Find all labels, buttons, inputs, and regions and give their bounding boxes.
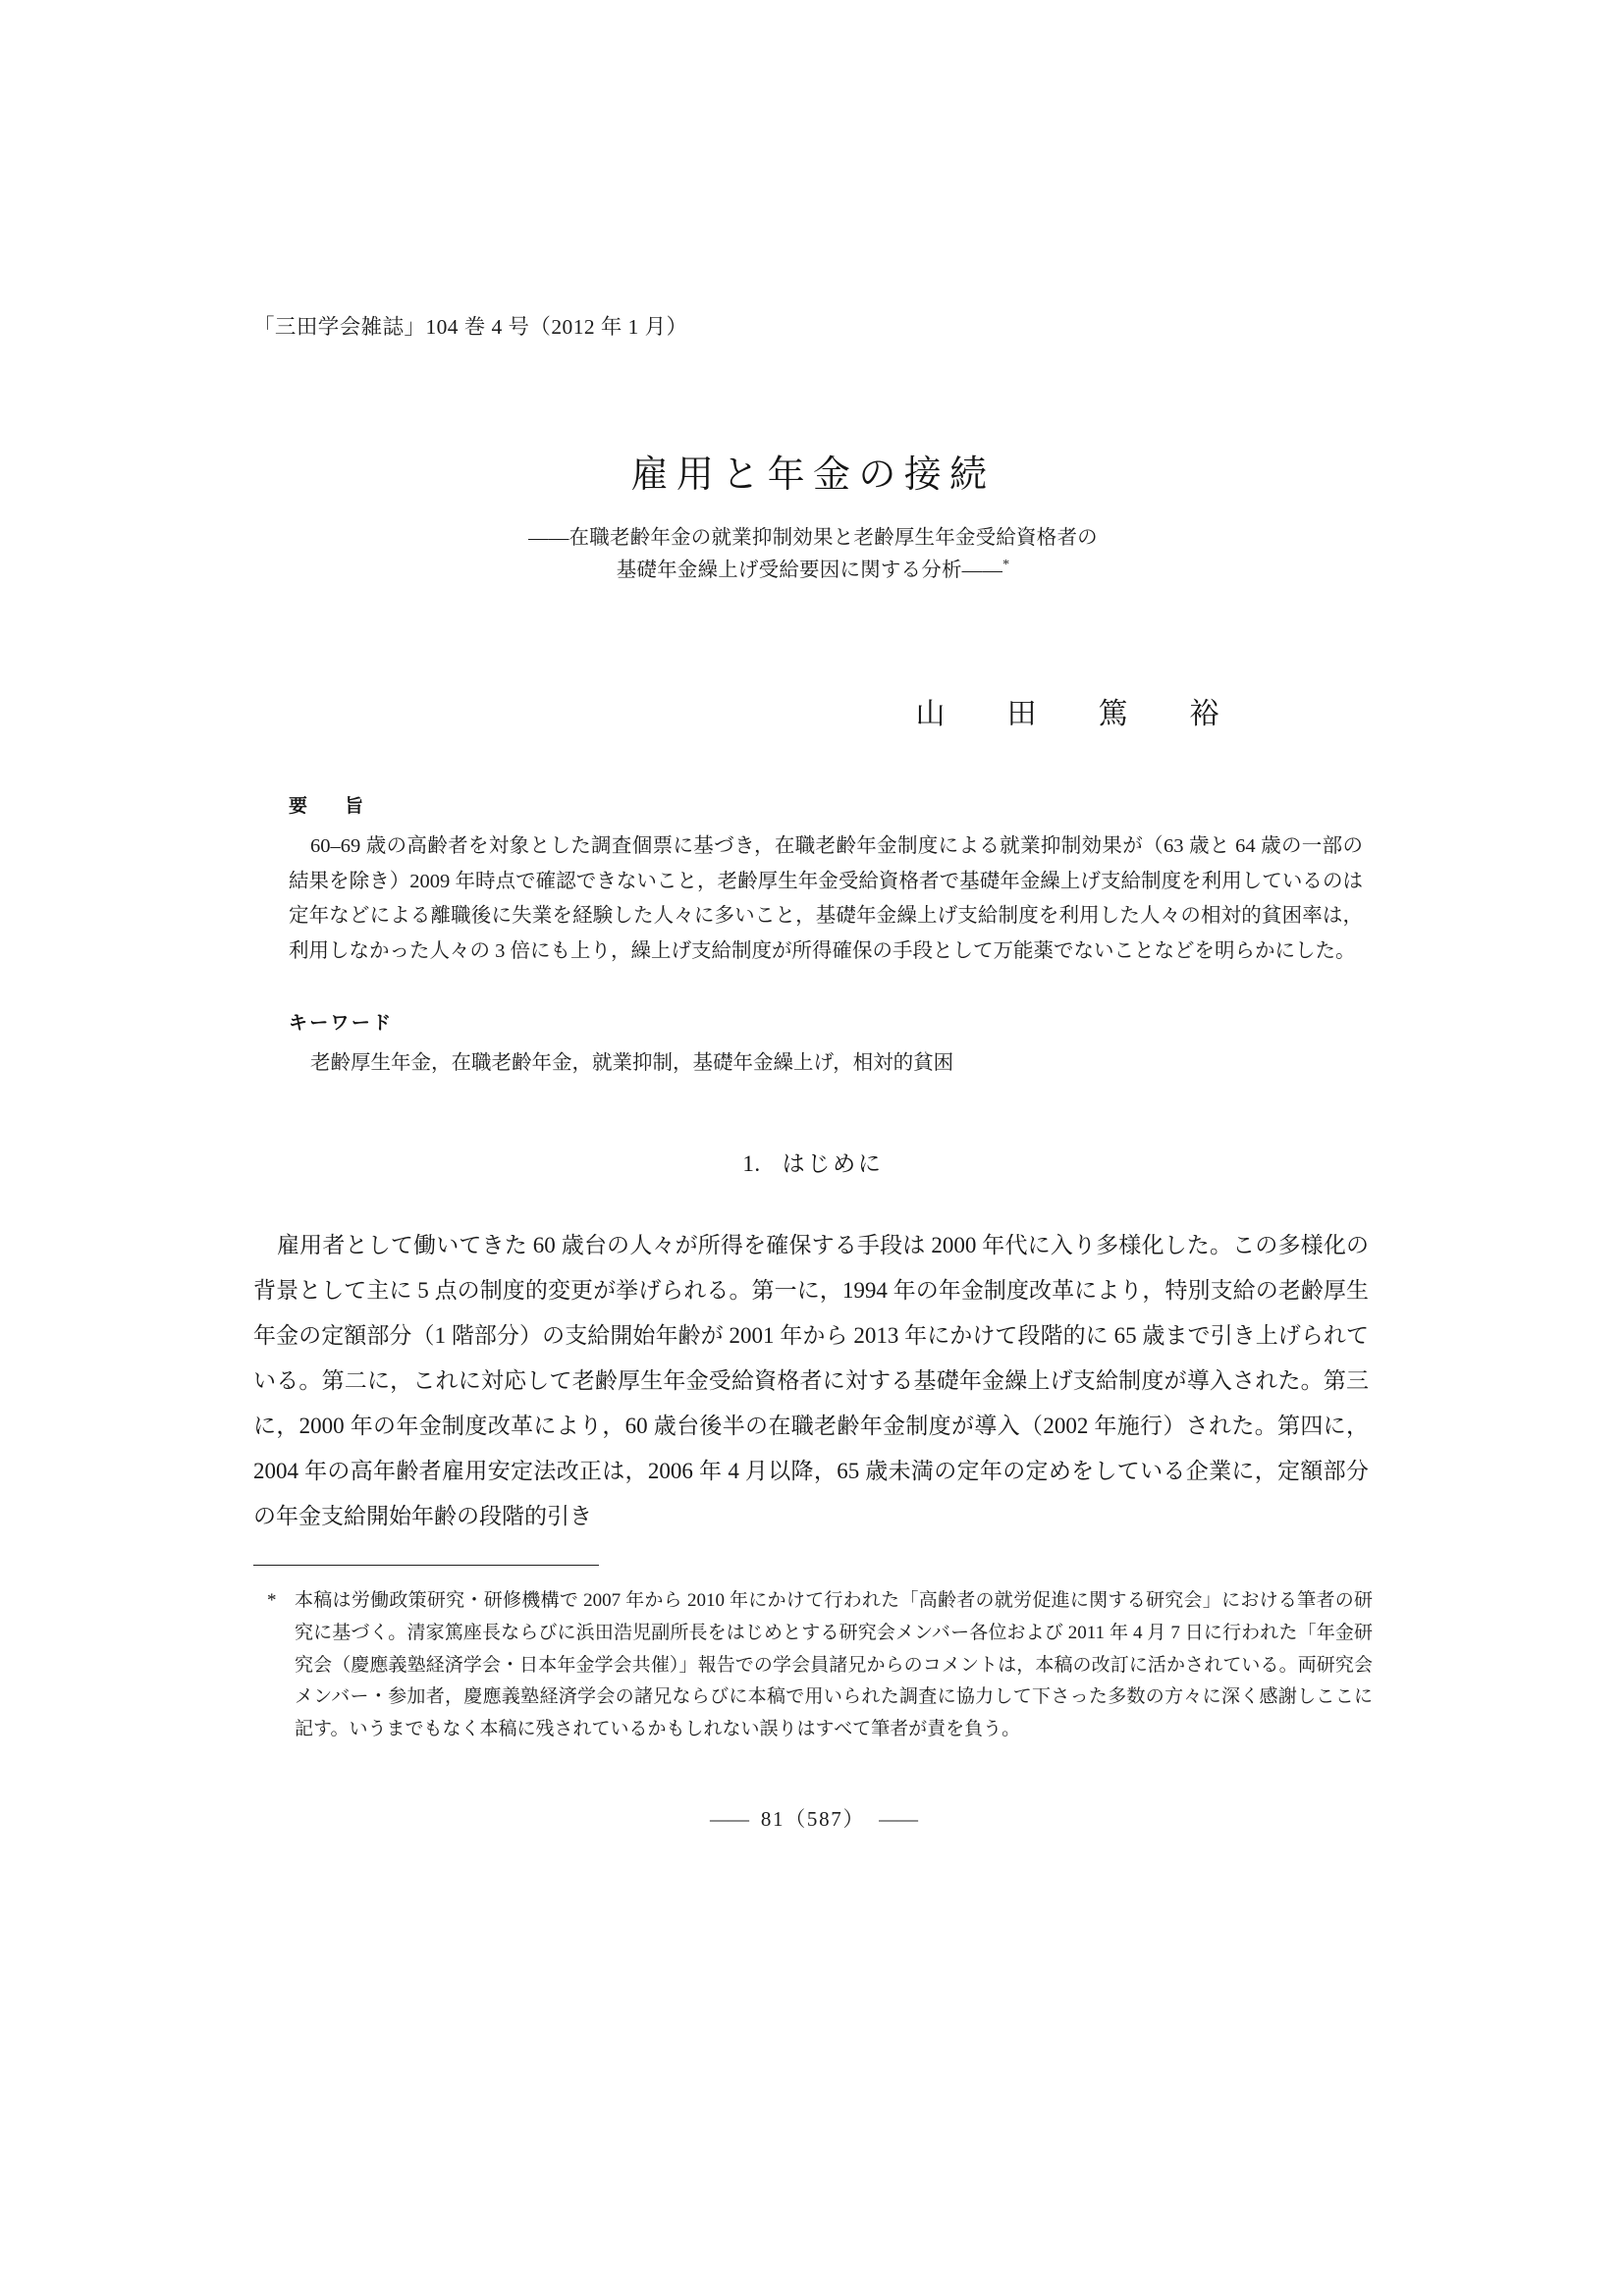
paper-subtitle-line-2: 基礎年金繰上げ受給要因に関する分析—— <box>616 560 1003 582</box>
subtitle-footnote-mark: * <box>1002 558 1010 573</box>
footnote-marker: * <box>267 1590 277 1612</box>
keywords-label: キーワード <box>289 1013 394 1035</box>
keywords-body: 老齢厚生年金，在職老齢年金，就業抑制，基礎年金繰上げ，相対的貧困 <box>310 1052 954 1075</box>
section-number: 1. <box>742 1151 761 1177</box>
author-name: 山 田 篤 裕 <box>915 697 1235 730</box>
footer-dash-right: —— <box>879 1806 916 1831</box>
body-paragraph-1: 雇用者として働いてきた 60 歳台の人々が所得を確保する手段は 2000 年代に入り多様化した。この多様化の背景として主に 5 点の制度的変更が挙げられる。第一に，1994 年の年金制度改革により，特別支給の老齢厚生年金の定額部分（1 階部分）の支給開始年齢が 2001 年から 2013 年にかけて段階的に 65 歳まで引き上げられている。第二に，これに対応して老齢厚生年金受給資格者に対する基礎年金繰上げ支給制度が導入された。第三に，2000 年の年金制度改革により，60 歳台後半の在職老齢年金制度が導入（2002 年施行）された。第四に，2004 年の高年齢者雇用安定法改正は，2006 年 4 月以降，65 歳未満の定年の定めをしている企業に，定額部分の年金支給開始年齢の段階的引き <box>253 1233 1370 1529</box>
paper-subtitle-line-1: ——在職老齢年金の就業抑制効果と老齢厚生年金受給資格者の <box>528 527 1098 550</box>
page-number-label: 81（587） <box>760 1806 866 1831</box>
footer-dash-left: —— <box>710 1806 747 1831</box>
journal-issue-header: 「三田学会雑誌」104 巻 4 号（2012 年 1 月） <box>253 315 688 339</box>
footnote-divider <box>253 1565 599 1566</box>
abstract-label: 要 旨 <box>289 795 373 817</box>
section-title: はじめに <box>782 1151 884 1177</box>
section-heading <box>253 1146 1373 1178</box>
footnote-text: 本稿は労働政策研究・研修機構で 2007 年から 2010 年にかけて行われた「高齢者の就労促進に関する研究会」における筆者の研究に基づく。清家篤座長ならびに浜田浩児副所長をはじめとする研究会メンバー各位および 2011 年 4 月 7 日に行われた「年金研究会（慶應義塾経済学会・日本年金学会共催）」報告での学会員諸兄からのコメントは，本稿の改訂に活かされている。両研究会メンバー・参加者，慶應義塾経済学会の諸兄ならびに本稿で用いられた調査に協力して下さった多数の方々に深く感謝しここに記す。いうまでもなく本稿に残されているかもしれない誤りはすべて筆者が責を負う。 <box>295 1590 1373 1739</box>
page-title: 雇用と年金の接続 <box>630 454 996 497</box>
paper-subtitle <box>253 523 1373 586</box>
abstract-body: 60–69 歳の高齢者を対象とした調査個票に基づき，在職老齢年金制度による就業抑制効果が（63 歳と 64 歳の一部の結果を除き）2009 年時点で確認できないこと，老齢厚生年金受給資格者で基礎年金繰上げ支給制度を利用しているのは定年などによる離職後に失業を経験した人々に多いこと，基礎年金繰上げ支給制度を利用した人々の相対的貧困率は，利用しなかった人々の 3 倍にも上り，繰上げ支給制度が所得確保の手段として万能薬でないことなどを明らかにした。 <box>289 834 1363 962</box>
title-block <box>253 452 1373 587</box>
page-content <box>253 0 1373 1833</box>
author-row <box>253 689 1373 732</box>
footnote-entry <box>253 1585 1373 1745</box>
page-footer <box>253 1803 1373 1833</box>
